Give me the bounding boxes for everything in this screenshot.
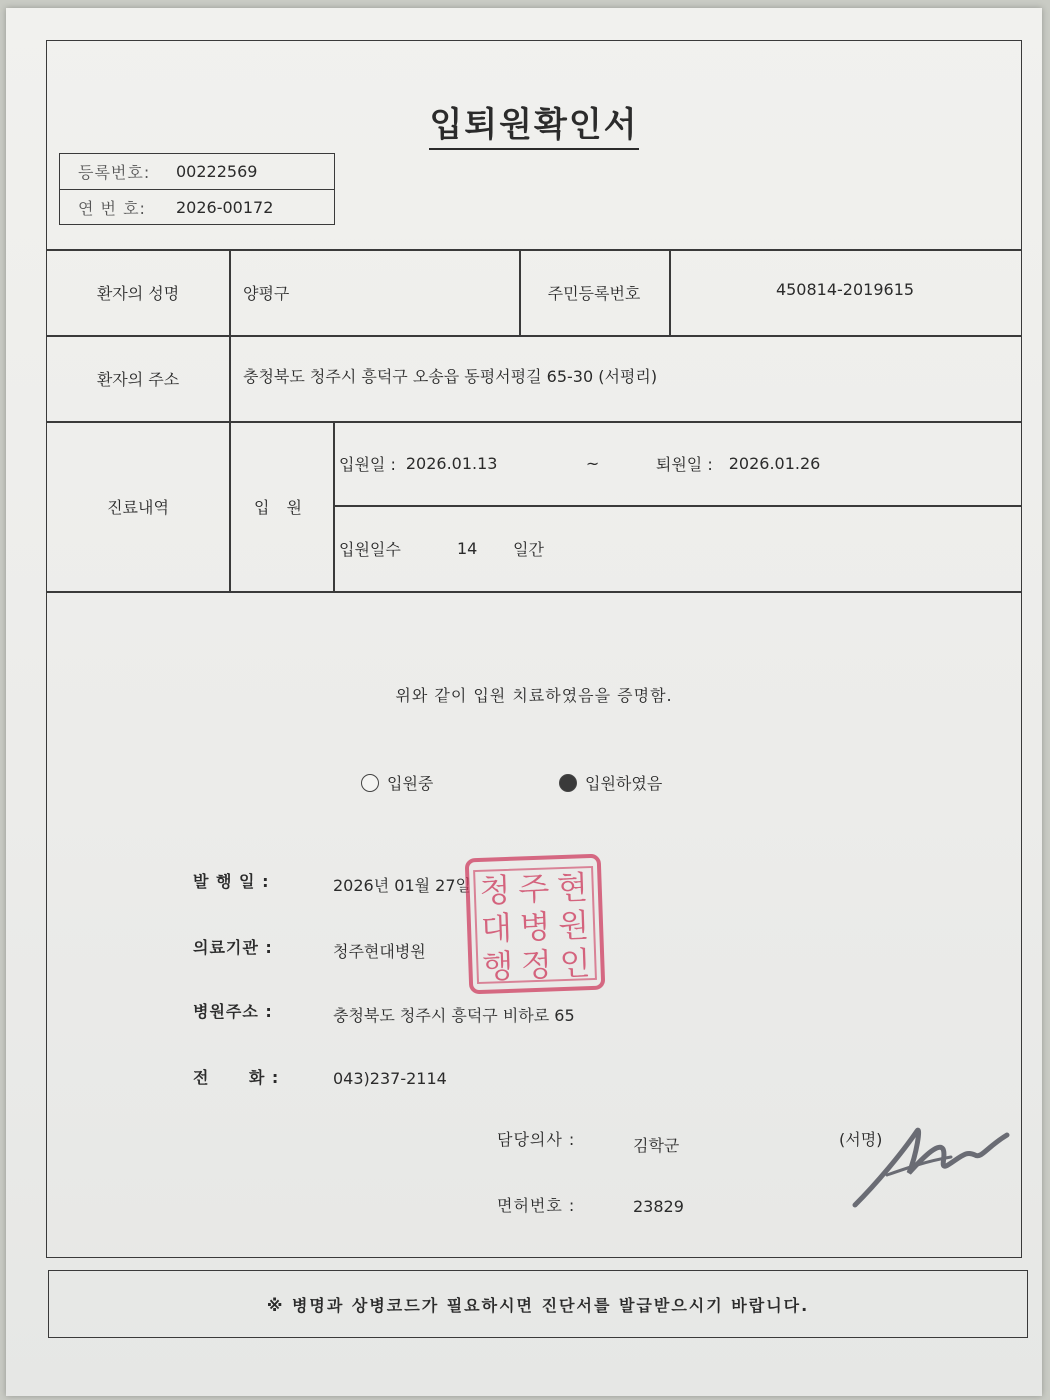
status-option-label: 입원중 [387, 774, 434, 793]
seal-inner [473, 866, 597, 984]
resident-number-label: 주민등록번호 [547, 283, 641, 303]
admission-date-label: 입원일 : [339, 454, 396, 474]
signature-label: (서명) [839, 1130, 883, 1149]
doctor-signature [847, 1113, 1017, 1213]
serial-number-row [60, 189, 334, 225]
status-option-label: 입원하였음 [585, 774, 663, 793]
license-label: 면허번호 : [497, 1196, 576, 1215]
period-tilde: ~ [585, 453, 600, 473]
admission-days-label: 입원일수 [339, 539, 401, 559]
doctor-name: 김학군 [633, 1136, 680, 1155]
status-option-inpatient [361, 771, 433, 794]
seal-char: 병 [518, 907, 552, 947]
discharge-date-value: 2026.01.26 [728, 453, 821, 473]
seal-char: 원 [557, 906, 590, 946]
notice-box [48, 1270, 1028, 1338]
doctor-label: 담당의사 : [497, 1130, 576, 1149]
hospital-address-label: 병원주소 : [193, 1002, 273, 1021]
serial-number-value: 2026-00172 [176, 198, 274, 217]
patient-name-value: 양평구 [243, 283, 290, 303]
seal-char: 행 [481, 946, 514, 986]
institution-label: 의료기관 : [193, 938, 273, 957]
seal-char: 현 [556, 868, 589, 908]
phone-value: 043)237-2114 [333, 1069, 447, 1088]
treatment-type: 입 원 [254, 497, 308, 517]
admission-date-value: 2026.01.13 [405, 453, 498, 473]
status-option-admitted [559, 771, 662, 794]
document-title: 입퇴원확인서 [47, 97, 1021, 146]
admission-period-row [339, 421, 1019, 505]
certification-statement: 위와 같이 입원 치료하였음을 증명함. [395, 686, 673, 705]
admission-days-value: 14 [457, 538, 478, 558]
hospital-seal-stamp [465, 854, 606, 995]
unchecked-radio-icon [361, 774, 379, 792]
patient-name-label: 환자의 성명 [96, 283, 180, 303]
resident-number-value: 450814-2019615 [775, 279, 915, 299]
discharge-date-label: 퇴원일 : [655, 454, 713, 474]
registration-number-label: 등록번호: [78, 163, 151, 182]
registration-box [59, 153, 335, 225]
treatment-label: 진료내역 [107, 497, 169, 517]
phone-label: 전 화 : [193, 1068, 280, 1087]
patient-address-value: 충청북도 청주시 흥덕구 오송읍 동평서평길 65-30 (서평리) [243, 366, 658, 386]
table-line [47, 591, 1021, 593]
document-frame [46, 40, 1022, 1258]
license-value: 23829 [633, 1197, 684, 1216]
seal-char: 정 [520, 945, 553, 985]
document-paper [6, 8, 1042, 1396]
seal-char: 주 [517, 869, 550, 909]
serial-number-label: 연 번 호: [78, 199, 146, 218]
patient-address-label: 환자의 주소 [96, 369, 180, 389]
seal-char: 대 [480, 908, 513, 948]
issue-date-label: 발 행 일 : [193, 872, 270, 891]
table-line [333, 421, 335, 591]
admission-days-row [339, 505, 1019, 591]
admission-days-unit: 일간 [513, 539, 544, 559]
notice-text: ※ 병명과 상병코드가 필요하시면 진단서를 발급받으시기 바랍니다. [266, 1295, 810, 1315]
issue-date-value: 2026년 01월 27일 [333, 876, 471, 895]
seal-char: 인 [558, 944, 592, 984]
institution-value: 청주현대병원 [333, 942, 426, 961]
seal-char: 청 [479, 870, 512, 910]
hospital-address-value: 충청북도 청주시 흥덕구 비하로 65 [333, 1006, 575, 1025]
registration-number-value: 00222569 [176, 162, 258, 181]
checked-radio-icon [559, 774, 577, 792]
registration-number-row [60, 154, 334, 189]
